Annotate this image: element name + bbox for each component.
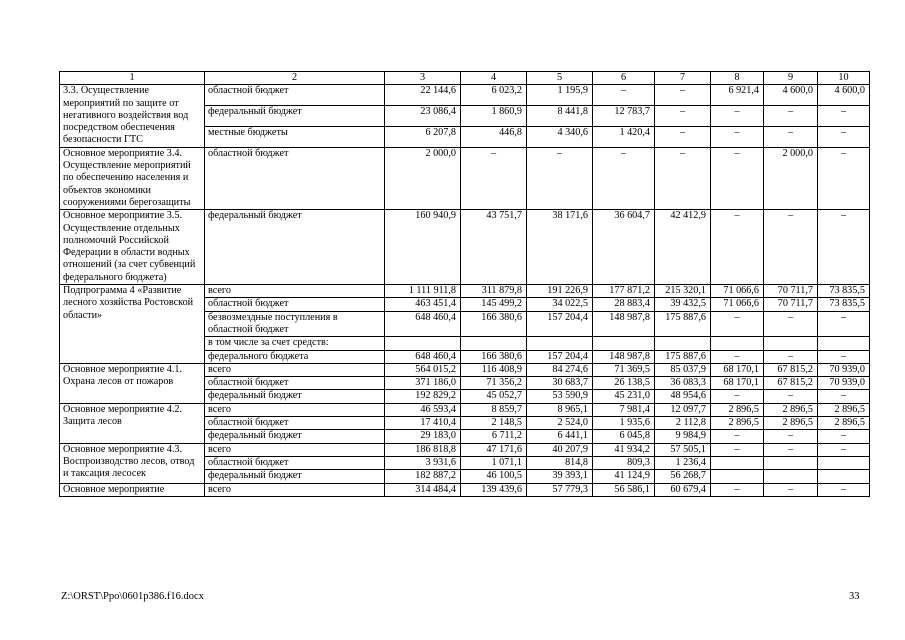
amount-cell [818, 456, 870, 469]
amount-cell: 30 683,7 [527, 377, 593, 390]
amount-cell: – [711, 311, 764, 337]
amount-cell [593, 337, 655, 350]
amount-cell: 160 940,9 [385, 210, 461, 285]
amount-cell: 45 231,0 [593, 390, 655, 403]
amount-cell: 7 981,4 [593, 403, 655, 416]
amount-cell: 2 524,0 [527, 417, 593, 430]
amount-cell: 1 935,6 [593, 417, 655, 430]
activity-description: Основное мероприятие 4.2. Защита лесов [60, 403, 205, 443]
amount-cell: 2 148,5 [461, 417, 527, 430]
amount-cell: 2 896,5 [818, 417, 870, 430]
funding-source: всего [205, 483, 385, 496]
amount-cell: 3 931,6 [385, 456, 461, 469]
amount-cell: 70 939,0 [818, 377, 870, 390]
column-header-1: 1 [60, 72, 205, 85]
amount-cell: 70 711,7 [764, 298, 818, 311]
amount-cell: 2 896,5 [818, 403, 870, 416]
funding-source: федеральный бюджет [205, 106, 385, 127]
column-header-6: 6 [593, 72, 655, 85]
amount-cell: 8 859,7 [461, 403, 527, 416]
amount-cell: 40 207,9 [527, 443, 593, 456]
table-row [60, 285, 870, 298]
amount-cell: 648 460,4 [385, 350, 461, 363]
funding-source: местные бюджеты [205, 126, 385, 147]
amount-cell: 8 441,8 [527, 106, 593, 127]
amount-cell: – [764, 210, 818, 285]
activity-description: Основное мероприятие 4.3. Воспроизводство лесов, отвод и таксация лесосек [60, 443, 205, 483]
amount-cell: 814,8 [527, 456, 593, 469]
amount-cell: 314 484,4 [385, 483, 461, 496]
amount-cell [818, 337, 870, 350]
funding-source: областной бюджет [205, 456, 385, 469]
amount-cell: 192 829,2 [385, 390, 461, 403]
amount-cell: 29 183,0 [385, 430, 461, 443]
activity-description: Подпрограмма 4 «Развитие лесного хозяйства Ростовской области» [60, 285, 205, 364]
amount-cell [818, 470, 870, 483]
funding-source: всего [205, 443, 385, 456]
funding-source: федерального бюджета [205, 350, 385, 363]
amount-cell: 71 369,5 [593, 363, 655, 376]
column-header-2: 2 [205, 72, 385, 85]
amount-cell: – [764, 483, 818, 496]
activity-description: Основное мероприятие 3.4. Осуществление мероприятий по обеспечению населения и объектов экономики сооружениями берегозащиты [60, 147, 205, 209]
amount-cell: 157 204,4 [527, 311, 593, 337]
funding-source: областной бюджет [205, 147, 385, 209]
amount-cell: 42 412,9 [655, 210, 711, 285]
amount-cell: 148 987,8 [593, 311, 655, 337]
amount-cell: – [711, 350, 764, 363]
amount-cell: – [764, 350, 818, 363]
amount-cell: – [593, 85, 655, 106]
amount-cell: – [461, 147, 527, 209]
amount-cell: 68 170,1 [711, 363, 764, 376]
amount-cell: 1 111 911,8 [385, 285, 461, 298]
table-row [60, 443, 870, 456]
amount-cell: – [655, 126, 711, 147]
amount-cell: 2 896,5 [711, 417, 764, 430]
funding-source: федеральный бюджет [205, 470, 385, 483]
amount-cell: 6 921,4 [711, 85, 764, 106]
amount-cell: 22 144,6 [385, 85, 461, 106]
amount-cell: 2 896,5 [711, 403, 764, 416]
amount-cell: – [711, 106, 764, 127]
amount-cell: 34 022,5 [527, 298, 593, 311]
amount-cell: 8 965,1 [527, 403, 593, 416]
table-row [60, 210, 870, 285]
amount-cell: 139 439,6 [461, 483, 527, 496]
amount-cell: 148 987,8 [593, 350, 655, 363]
funding-source: безвозмездные поступления в областной бюджет [205, 311, 385, 337]
column-header-10: 10 [818, 72, 870, 85]
funding-source: федеральный бюджет [205, 430, 385, 443]
amount-cell: 1 420,4 [593, 126, 655, 147]
amount-cell: 46 593,4 [385, 403, 461, 416]
amount-cell: 70 939,0 [818, 363, 870, 376]
amount-cell: 67 815,2 [764, 363, 818, 376]
amount-cell: – [593, 147, 655, 209]
funding-source: областной бюджет [205, 85, 385, 106]
amount-cell: 186 818,8 [385, 443, 461, 456]
amount-cell: – [818, 483, 870, 496]
amount-cell: 177 871,2 [593, 285, 655, 298]
amount-cell: 4 600,0 [764, 85, 818, 106]
amount-cell [655, 337, 711, 350]
amount-cell: 36 083,3 [655, 377, 711, 390]
column-header-8: 8 [711, 72, 764, 85]
funding-source: всего [205, 363, 385, 376]
amount-cell: 6 045,8 [593, 430, 655, 443]
amount-cell: 6 711,2 [461, 430, 527, 443]
column-header-5: 5 [527, 72, 593, 85]
amount-cell: 71 066,6 [711, 298, 764, 311]
amount-cell: 41 124,9 [593, 470, 655, 483]
amount-cell: 215 320,1 [655, 285, 711, 298]
amount-cell: – [764, 311, 818, 337]
amount-cell: 60 679,4 [655, 483, 711, 496]
amount-cell: – [818, 147, 870, 209]
amount-cell [764, 337, 818, 350]
funding-source: областной бюджет [205, 377, 385, 390]
amount-cell: 648 460,4 [385, 311, 461, 337]
amount-cell: 2 000,0 [385, 147, 461, 209]
amount-cell: 71 356,2 [461, 377, 527, 390]
table-row [60, 483, 870, 496]
footer-file-path: Z:\ORST\Ppo\0601p386.f16.docx [61, 591, 204, 602]
amount-cell: 182 887,2 [385, 470, 461, 483]
amount-cell: 28 883,4 [593, 298, 655, 311]
amount-cell: – [711, 390, 764, 403]
amount-cell: 17 410,4 [385, 417, 461, 430]
amount-cell: 56 586,1 [593, 483, 655, 496]
amount-cell: – [764, 126, 818, 147]
amount-cell: 73 835,5 [818, 285, 870, 298]
table-row [60, 363, 870, 376]
amount-cell [385, 337, 461, 350]
funding-source: в том числе за счет средств: [205, 337, 385, 350]
amount-cell: 166 380,6 [461, 311, 527, 337]
amount-cell: – [764, 443, 818, 456]
amount-cell: 175 887,6 [655, 350, 711, 363]
amount-cell: 85 037,9 [655, 363, 711, 376]
amount-cell: 191 226,9 [527, 285, 593, 298]
amount-cell: – [527, 147, 593, 209]
amount-cell: 53 590,9 [527, 390, 593, 403]
amount-cell: 47 171,6 [461, 443, 527, 456]
amount-cell: – [711, 443, 764, 456]
table-row [60, 85, 870, 106]
funding-source: всего [205, 285, 385, 298]
activity-description: Основное мероприятие 3.5. Осуществление отдельных полномочий Российской Федерации в области водных отношений (за счет субвенций федерального бюджета) [60, 210, 205, 285]
amount-cell: – [711, 147, 764, 209]
amount-cell: 23 086,4 [385, 106, 461, 127]
column-header-3: 3 [385, 72, 461, 85]
funding-source: федеральный бюджет [205, 210, 385, 285]
amount-cell: – [818, 430, 870, 443]
amount-cell: – [655, 106, 711, 127]
amount-cell: – [818, 106, 870, 127]
amount-cell: – [711, 430, 764, 443]
amount-cell: – [818, 443, 870, 456]
amount-cell: 4 340,6 [527, 126, 593, 147]
amount-cell: 68 170,1 [711, 377, 764, 390]
amount-cell [711, 456, 764, 469]
funding-source: областной бюджет [205, 417, 385, 430]
amount-cell: 9 984,9 [655, 430, 711, 443]
amount-cell: 57 505,1 [655, 443, 711, 456]
amount-cell [461, 337, 527, 350]
amount-cell: 57 779,3 [527, 483, 593, 496]
funding-source: федеральный бюджет [205, 390, 385, 403]
amount-cell: 446,8 [461, 126, 527, 147]
amount-cell: 73 835,5 [818, 298, 870, 311]
page-number: 33 [849, 591, 860, 602]
amount-cell: – [818, 390, 870, 403]
amount-cell: 6 207,8 [385, 126, 461, 147]
amount-cell: 41 934,2 [593, 443, 655, 456]
amount-cell: 46 100,5 [461, 470, 527, 483]
column-header-4: 4 [461, 72, 527, 85]
amount-cell: 145 499,2 [461, 298, 527, 311]
amount-cell: 1 071,1 [461, 456, 527, 469]
amount-cell: 175 887,6 [655, 311, 711, 337]
amount-cell: 70 711,7 [764, 285, 818, 298]
amount-cell: – [711, 483, 764, 496]
amount-cell: – [764, 106, 818, 127]
amount-cell: 71 066,6 [711, 285, 764, 298]
amount-cell [527, 337, 593, 350]
amount-cell: 157 204,4 [527, 350, 593, 363]
amount-cell: 371 186,0 [385, 377, 461, 390]
funding-source: областной бюджет [205, 298, 385, 311]
amount-cell: 1 236,4 [655, 456, 711, 469]
amount-cell: 2 896,5 [764, 403, 818, 416]
amount-cell: – [764, 390, 818, 403]
amount-cell: 1 860,9 [461, 106, 527, 127]
amount-cell: 1 195,9 [527, 85, 593, 106]
amount-cell: 809,3 [593, 456, 655, 469]
amount-cell: 12 097,7 [655, 403, 711, 416]
amount-cell: – [655, 85, 711, 106]
amount-cell: 6 441,1 [527, 430, 593, 443]
amount-cell: – [764, 430, 818, 443]
amount-cell: 116 408,9 [461, 363, 527, 376]
activity-description: 3.3. Осуществление мероприятий по защите от негативного воздействия вод посредством обеспечения безопасности ГТС [60, 85, 205, 147]
amount-cell: 43 751,7 [461, 210, 527, 285]
amount-cell: 311 879,8 [461, 285, 527, 298]
amount-cell: 2 000,0 [764, 147, 818, 209]
funding-source: всего [205, 403, 385, 416]
amount-cell: 2 112,8 [655, 417, 711, 430]
amount-cell: 84 274,6 [527, 363, 593, 376]
column-header-7: 7 [655, 72, 711, 85]
amount-cell: – [655, 147, 711, 209]
activity-description: Основное мероприятие [60, 483, 205, 496]
amount-cell: 39 432,5 [655, 298, 711, 311]
amount-cell: 26 138,5 [593, 377, 655, 390]
header-row [60, 72, 870, 85]
amount-cell [764, 456, 818, 469]
amount-cell: – [711, 210, 764, 285]
amount-cell: 463 451,4 [385, 298, 461, 311]
table-row [60, 403, 870, 416]
amount-cell: 67 815,2 [764, 377, 818, 390]
amount-cell [711, 470, 764, 483]
amount-cell: – [818, 210, 870, 285]
activity-description: Основное мероприятие 4.1. Охрана лесов от пожаров [60, 363, 205, 403]
amount-cell: 39 393,1 [527, 470, 593, 483]
amount-cell: 45 052,7 [461, 390, 527, 403]
column-header-9: 9 [764, 72, 818, 85]
amount-cell: 6 023,2 [461, 85, 527, 106]
amount-cell: 12 783,7 [593, 106, 655, 127]
amount-cell [764, 470, 818, 483]
amount-cell: 564 015,2 [385, 363, 461, 376]
amount-cell [711, 337, 764, 350]
table-row [60, 147, 870, 209]
amount-cell: 56 268,7 [655, 470, 711, 483]
amount-cell: 36 604,7 [593, 210, 655, 285]
amount-cell: – [818, 311, 870, 337]
amount-cell: – [818, 350, 870, 363]
amount-cell: 166 380,6 [461, 350, 527, 363]
budget-table [59, 71, 870, 497]
amount-cell: – [818, 126, 870, 147]
amount-cell: 38 171,6 [527, 210, 593, 285]
amount-cell: 48 954,6 [655, 390, 711, 403]
amount-cell: 2 896,5 [764, 417, 818, 430]
amount-cell: – [711, 126, 764, 147]
amount-cell: 4 600,0 [818, 85, 870, 106]
